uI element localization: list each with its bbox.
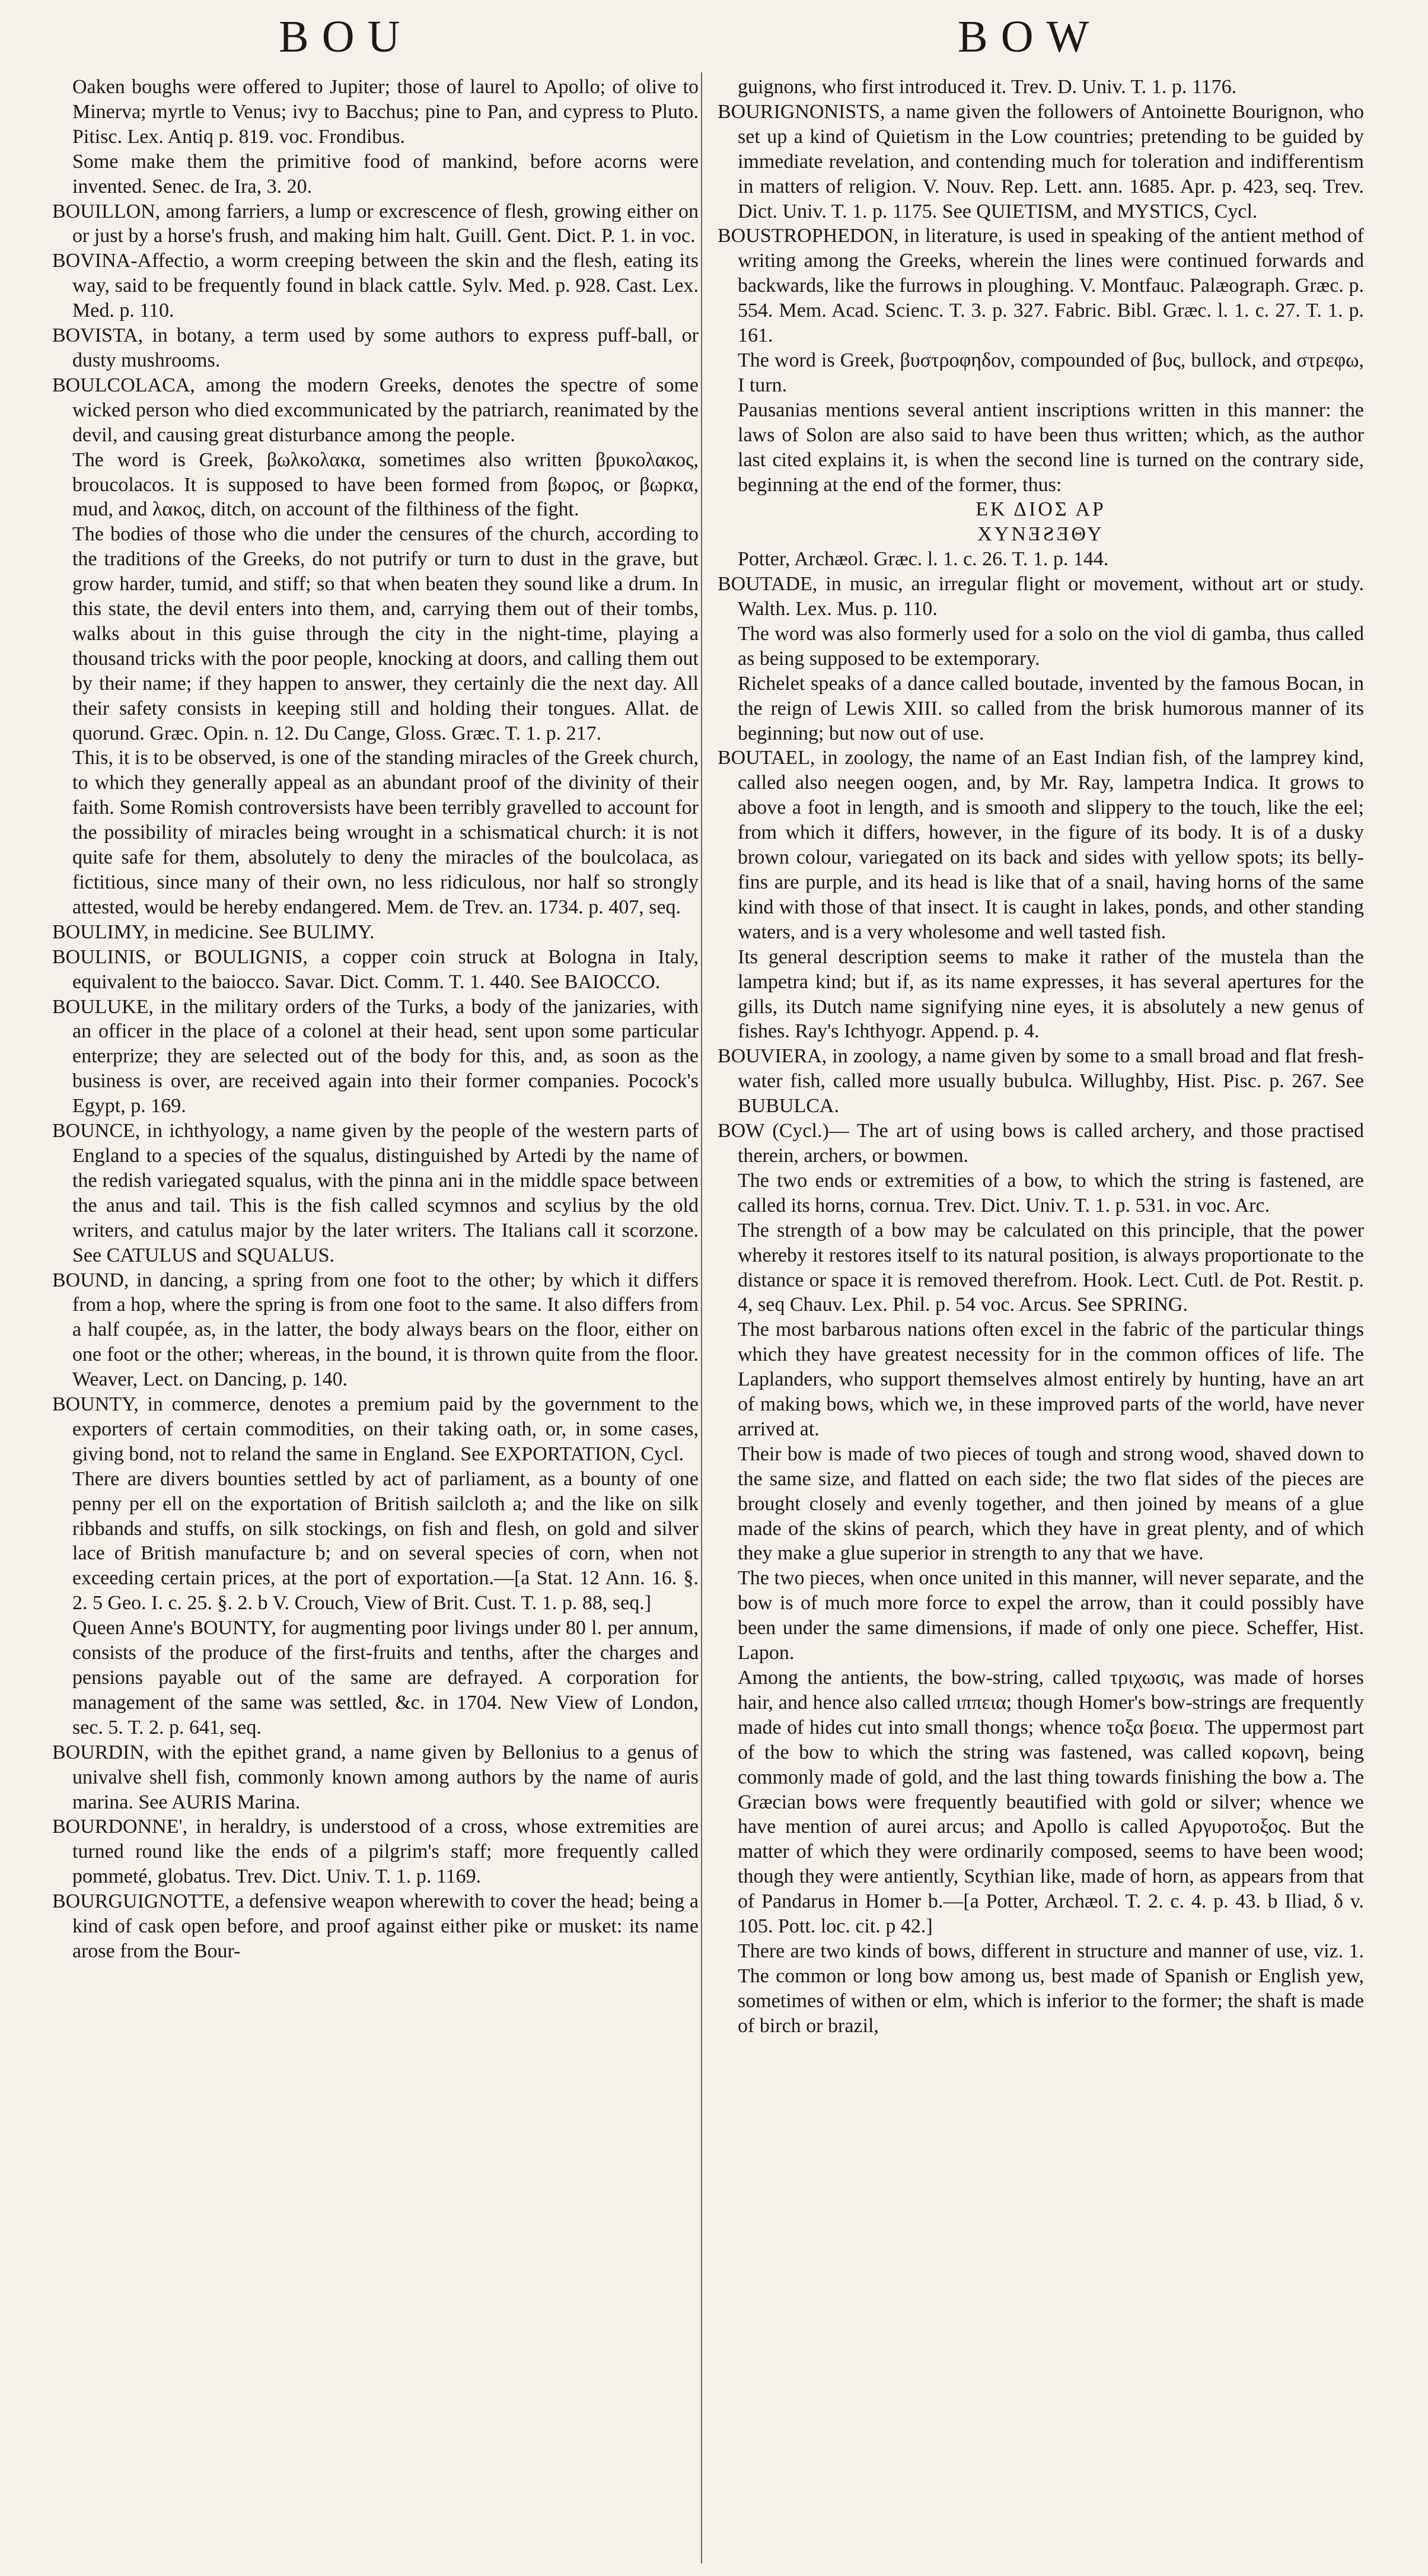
dictionary-entry: BOUTADE, in music, an irregular flight or movement, without art or study. Walth. Lex. Mus. p. 110. xyxy=(718,573,1364,620)
column-divider xyxy=(701,72,702,2564)
dictionary-entry: BOULIMY, in medicine. See BULIMY. xyxy=(52,921,375,943)
entry-paragraph: The strength of a bow may be calculated on this principle, that the power whereby it restores itself to its natural position, is always proportionate to the distance or space it is removed therefrom. Hook. Lect. Cutl. de Pot. Restit. p. 4, seq Chauv. Lex. Phil. p. 54 voc. Arcus. See SPRING. xyxy=(738,1219,1364,1316)
entry-paragraph: Their bow is made of two pieces of tough and strong wood, shaved down to the same size, and flatted on each side; the two flat sides of the pieces are brought closely and evenly together, and then joined by means of a glue made of the skins of pearch, which they have in great plenty, and of which they make a glue superior in strength to any that we have. xyxy=(738,1443,1364,1565)
entry-paragraph: This, it is to be observed, is one of the standing miracles of the Greek church, to which they generally appeal as an abundant proof of the divinity of their faith. Some Romish controversists have been terribly gravelled to account for the possibility of miracles being wrought in a schismatical church: it is not quite safe for them, absolutely to deny the miracles of the boulcolaca, as fictitious, since many of their own, no less ridiculous, nor half so strongly attested, would be hereby endangered. Mem. de Trev. an. 1734. p. 407, seq. xyxy=(72,747,699,918)
entry-paragraph: Among the antients, the bow-string, called τριχωσις, was made of horses hair, and hence also called ιππεια; though Homer's bow-strings are frequently made of hides cut into small thongs; whence τοξα βοεια. The uppermost part of the bow to which the string was fastened, was called κορωνη, being commonly made of gold, and the last thing towards finishing the bow a. The Græcian bows were frequently beautified with gold or silver; whence we have mention of aurei arcus; and Apollo is called Αργυροτοξος. But the matter of which they were ordinarily composed, seems to have been wood; though they were antiently, Scythian like, made of horn, as appears from that of Pandarus in Homer b.—[a Potter, Archæol. T. 2. c. 4. p. 43. b Iliad, δ v. 105. Pott. loc. cit. p 42.] xyxy=(738,1667,1364,1938)
entry-paragraph: Its general description seems to make it rather of the mustela than the lampetra kind; but if, as its name expresses, it has several apertures for the gills, its Dutch name signifying nine eyes, it is absolutely a new genus of fishes. Ray's Ichthyogr. Append. p. 4. xyxy=(738,945,1364,1043)
entry-paragraph: The most barbarous nations often excel in the fabric of the particular things which they have greatest necessity for in the common offices of life. The Laplanders, who support themselves almost entirely by hunting, have an art of making bows, which we, in these improved parts of the world, have never arrived at. xyxy=(738,1319,1364,1440)
entry-paragraph: Pausanias mentions several antient inscriptions written in this manner: the laws of Solon are also said to have been thus written; which, as the author last cited explains it, is when the second line is turned on the contrary side, beginning at the end of the former, thus: xyxy=(738,399,1364,496)
dictionary-entry: BOURGUIGNOTTE, a defensive weapon wherewith to cover the head; being a kind of cask open before, and proof against either pike or musket: its name arose from the Bour- xyxy=(52,1890,699,1962)
entry-paragraph: The word is Greek, βωλκολακα, sometimes also written βρυκολακος, broucolacos. It is supposed to have been formed from βωρος, or βωρκα, mud, and λακος, ditch, on account of the filthiness of the fight. xyxy=(72,448,699,521)
dictionary-entry: BOULCOLACA, among the modern Greeks, denotes the spectre of some wicked person who died excommunicated by the patriarch, reanimated by the devil, and causing great disturbance among the people. xyxy=(52,374,699,446)
entry-paragraph: Queen Anne's BOUNTY, for augmenting poor livings under 80 l. per annum, consists of the produce of the first-fruits and tenths, after the charges and pensions payable out of the same are defrayed. A corporation for management of the same was settled, &c. in 1704. New View of London, sec. 5. T. 2. p. 641, seq. xyxy=(72,1617,699,1738)
dictionary-entry: BOURIGNONISTS, a name given the followers of Antoinette Bourignon, who set up a kind of Quietism in the Low countries; pretending to be guided by immediate revelation, and contending much for toleration and indifferentism in matters of religion. V. Nouv. Rep. Lett. ann. 1685. Apr. p. 423, seq. Trev. Dict. Univ. T. 1. p. 1175. See QUIETISM, and MYSTICS, Cycl. xyxy=(718,100,1364,222)
dictionary-entry: BOULINIS, or BOULIGNIS, a copper coin struck at Bologna in Italy, equivalent to the baiocco. Savar. Dict. Comm. T. 1. 440. See BAIOCCO. xyxy=(52,945,699,993)
running-head-right: BOW xyxy=(958,12,1102,62)
dictionary-entry: BOVINA-Affectio, a worm creeping between the skin and the flesh, eating its way, said to be frequently found in black cattle. Sylv. Med. p. 928. Cast. Lex. Med. p. 110. xyxy=(52,250,699,322)
dictionary-entry: BOUNTY, in commerce, denotes a premium paid by the government to the exporters of certain commodities, on their taking oath, or, in some cases, giving bond, not to reland the same in England. See EXPORTATION, Cycl. xyxy=(52,1393,699,1465)
dictionary-entry: BOURDONNE', in heraldry, is understood of a cross, whose extremities are turned round like the ends of a pilgrim's staff; more frequently called pommeté, globatus. Trev. Dict. Univ. T. 1. p. 1169. xyxy=(52,1816,699,1888)
dictionary-entry: BOUND, in dancing, a spring from one foot to the other; by which it differs from a hop, where the spring is from one foot to the same. It also differs from a half coupée, as, in the latter, the body always bears on the floor, either on one foot or the other; whereas, in the bound, it is thrown quite from the floor. Weaver, Lect. on Dancing, p. 140. xyxy=(52,1269,699,1391)
dictionary-entry: BOUSTROPHEDON, in literature, is used in speaking of the antient method of writing among the Greeks, wherein the lines were continued forwards and backwards, like the furrows in ploughing. V. Montfauc. Palæograph. Græc. p. 554. Mem. Acad. Scienc. T. 3. p. 327. Fabric. Bibl. Græc. l. 1. c. 27. T. 1. p. 161. xyxy=(718,225,1364,347)
left-column xyxy=(52,75,699,2566)
dictionary-entry: BOUNCE, in ichthyology, a name given by the people of the western parts of England to a species of the squalus, distinguished by Artedi by the name of the redish variegated squalus, with the pinna ani in the middle space between the anus and tail. This is the fish called scymnos and scylius by the old writers, and catulus major by the later writers. The Italians call it scorzone. See CATULUS and SQUALUS. xyxy=(52,1120,699,1266)
entry-paragraph: The bodies of those who die under the censures of the church, according to the traditions of the Greeks, do not putrify or turn to dust in the grave, but grow harder, tumid, and stiff; so that when beaten they sound like a drum. In this state, the devil enters into them, and, carrying them out of their tombs, walks about in this guise through the city in the night-time, playing a thousand tricks with the poor people, knocking at doors, and calling them out by their name; if they happen to answer, they certainly die the next day. All their safety consists in keeping still and holding their tongues. Allat. de quorund. Græc. Opin. n. 12. Du Cange, Gloss. Græc. T. 1. p. 217. xyxy=(72,523,699,744)
entry-paragraph: ΕΚ ΔΙΟΣ ΑΡ xyxy=(976,498,1106,521)
right-column xyxy=(718,75,1364,2566)
entry-paragraph: Some make them the primitive food of mankind, before acorns were invented. Senec. de Ira, 3. 20. xyxy=(72,150,699,198)
dictionary-entry: BOUILLON, among farriers, a lump or excrescence of flesh, growing either on or just by a horse's frush, and making him halt. Guill. Gent. Dict. P. 1. in voc. xyxy=(52,200,699,247)
entry-paragraph: There are two kinds of bows, different in structure and manner of use, viz. 1. The common or long bow among us, best made of Spanish or English yew, sometimes of withen or elm, which is inferior to the former; the shaft is made of birch or brazil, xyxy=(738,1940,1364,2037)
entry-paragraph: The word was also formerly used for a solo on the viol di gamba, thus called as being supposed to be extemporary. xyxy=(738,622,1364,670)
entry-paragraph: There are divers bounties settled by act of parliament, as a bounty of one penny per ell on the exportation of British sailcloth a; and the like on silk ribbands and stuffs, on silk stockings, on fish and flesh, on gold and silver lace of British manufacture b; and on several species of corn, when not exceeding certain prices, at the port of exportation.—[a Stat. 12 Ann. 16. §. 2. 5 Geo. I. c. 25. §. 2. b V. Crouch, View of Brit. Cust. T. 1. p. 88, seq.] xyxy=(72,1467,699,1615)
dictionary-entry: BOW (Cycl.)— The art of using bows is called archery, and those practised therein, archers, or bowmen. xyxy=(718,1120,1364,1167)
dictionary-entry: BOVISTA, in botany, a term used by some authors to express puff-ball, or dusty mushrooms. xyxy=(52,324,699,371)
entry-paragraph: ΧΥΝƎƧƎΘΥ xyxy=(977,523,1104,546)
entry-paragraph: The two ends or extremities of a bow, to which the string is fastened, are called its horns, cornua. Trev. Dict. Univ. T. 1. p. 531. in voc. Arc. xyxy=(738,1169,1364,1217)
entry-paragraph: Richelet speaks of a dance called boutade, invented by the famous Bocan, in the reign of Lewis XIII. so called from the brisk humorous manner of its beginning; but now out of use. xyxy=(738,672,1364,744)
dictionary-entry: BOUTAEL, in zoology, the name of an East Indian fish, of the lamprey kind, called also neegen oogen, and, by Mr. Ray, lampetra Indica. It grows to above a foot in length, and is smooth and slippery to the touch, like the eel; from which it differs, however, in the figure of its body. It is of a dusky brown colour, variegated on its back and sides with yellow spots; its belly-fins are purple, and its head is like that of a snail, having horns of the same kind with those of that insect. It is caught in lakes, ponds, and other standing waters, and is a very wholesome and well tasted fish. xyxy=(718,747,1364,943)
entry-paragraph: Potter, Archæol. Græc. l. 1. c. 26. T. 1. p. 144. xyxy=(738,548,1109,571)
dictionary-entry: BOULUKE, in the military orders of the Turks, a body of the janizaries, with an officer in the place of a colonel at their head, sent upon some particular enterprize; they are selected out of the body for this, and, as soon as the business is over, are received again into their former companies. Pocock's Egypt, p. 169. xyxy=(52,995,699,1117)
dictionary-entry: BOURDIN, with the epithet grand, a name given by Bellonius to a genus of univalve shell fish, commonly known among authors by the name of auris marina. See AURIS Marina. xyxy=(52,1741,699,1813)
entry-paragraph: The two pieces, when once united in this manner, will never separate, and the bow is of much more force to expel the arrow, than it could possibly have been under the same dimensions, if made of only one piece. Scheffer, Hist. Lapon. xyxy=(738,1567,1364,1664)
dictionary-entry: BOUVIERA, in zoology, a name given by some to a small broad and flat fresh-water fish, called more usually bubulca. Willughby, Hist. Pisc. p. 267. See BUBULCA. xyxy=(718,1045,1364,1117)
running-head-left: BOU xyxy=(279,12,413,62)
entry-paragraph: Oaken boughs were offered to Jupiter; those of laurel to Apollo; of olive to Minerva; myrtle to Venus; ivy to Bacchus; pine to Pan, and cypress to Pluto. Pitisc. Lex. Antiq p. 819. voc. Frondibus. xyxy=(72,76,699,148)
entry-paragraph: The word is Greek, βυστροφηδον, compounded of βυς, bullock, and στρεφω, I turn. xyxy=(738,349,1364,396)
entry-paragraph: guignons, who first introduced it. Trev. D. Univ. T. 1. p. 1176. xyxy=(738,76,1237,98)
